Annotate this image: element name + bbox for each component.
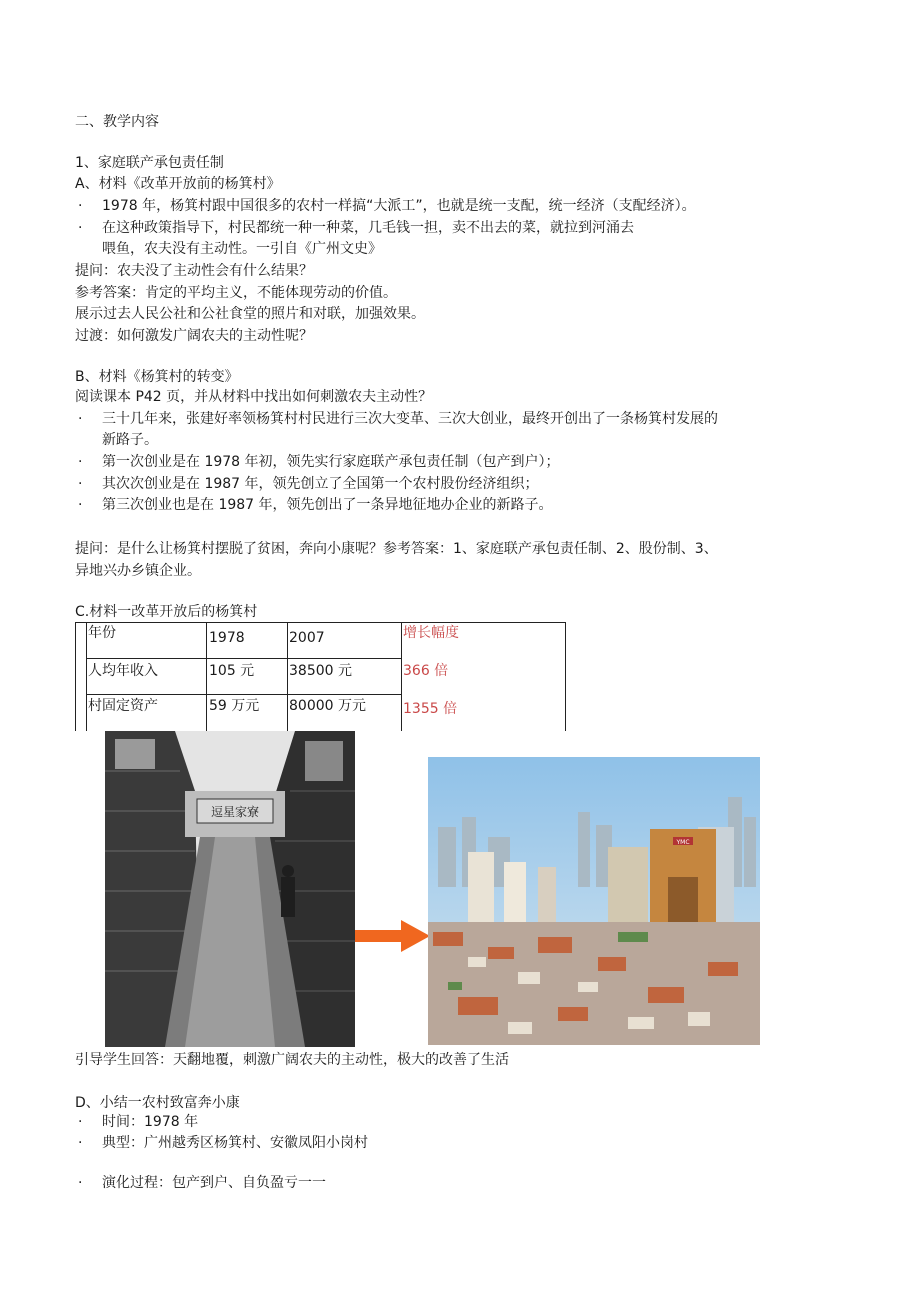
reading-task: 阅读课本 P42 页，并从材料中找出如何刺激农夫主动性？ xyxy=(75,389,433,405)
bullet-marker: · xyxy=(78,220,83,236)
b-bullet-1: 三十几年来，张建好率领杨箕村村民进行三次大变革、三次大创业，最终开创出了一条杨箕村发展的 xyxy=(102,411,718,427)
bullet-marker: · xyxy=(78,497,83,513)
table-header-1978: 1978 xyxy=(209,630,245,646)
arrow-head xyxy=(401,920,430,952)
section-title: 二、教学内容 xyxy=(75,114,159,130)
bullet-marker: · xyxy=(78,1175,83,1191)
modern-village-photo xyxy=(428,757,760,1045)
table-header-growth: 增长幅度 xyxy=(403,625,459,641)
b-bullet-2: 第一次创业是在 1978 年初，领先实行家庭联产承包责任制（包产到户）； xyxy=(102,454,560,470)
b-bullet-3: 其次次创业是在 1987 年，领先创立了全国第一个农村股份经济组织； xyxy=(102,476,539,492)
table-header-year: 年份 xyxy=(88,625,116,641)
b-bullet-4: 第三次创业也是在 1987 年，领先创出了一条异地征地办企业的新路子。 xyxy=(102,497,553,513)
question-1: 提问：农夫没了主动性会有什么结果？ xyxy=(75,263,313,279)
b-bullet-1-cont: 新路子。 xyxy=(102,432,158,448)
transition: 过渡：如何激发广阔农夫的主动性呢？ xyxy=(75,328,313,344)
transition-arrow-icon xyxy=(355,918,430,954)
material-b-title: B、材料《杨箕村的转变》 xyxy=(75,369,239,385)
table-cell: 59 万元 xyxy=(209,698,260,714)
summary-title: D、小结一农村致富奔小康 xyxy=(75,1095,240,1111)
bullet-marker: · xyxy=(78,411,83,427)
table-cell: 80000 万元 xyxy=(289,698,366,714)
material-a-title: A、材料《改革开放前的杨箕村》 xyxy=(75,176,281,192)
bullet-marker: · xyxy=(78,454,83,470)
question-2-line-2: 异地兴办乡镇企业。 xyxy=(75,563,201,579)
bullet-marker: · xyxy=(78,1114,83,1130)
material-c-title: C.材料一改革开放后的杨箕村 xyxy=(75,604,258,620)
a-bullet-2: 在这种政策指导下，村民都统一种一种菜，几毛钱一担，卖不出去的菜，就拉到河涌去 xyxy=(102,220,634,236)
summary-time: 时间：1978 年 xyxy=(102,1114,199,1130)
table-cell: 村固定资产 xyxy=(88,698,158,714)
bullet-marker: · xyxy=(78,476,83,492)
table-cell: 366 倍 xyxy=(403,663,449,679)
part1-heading: 1、家庭联产承包责任制 xyxy=(75,155,224,171)
summary-evolution: 演化过程：包产到户、自负盈亏一一 xyxy=(102,1175,326,1191)
bullet-marker: · xyxy=(78,198,83,214)
table-cell: 人均年收入 xyxy=(88,663,158,679)
growth-table xyxy=(75,622,566,731)
table-cell: 105 元 xyxy=(209,663,255,679)
old-village-photo xyxy=(105,731,355,1047)
question-2-line-1: 提问：是什么让杨箕村摆脱了贫困，奔向小康呢？参考答案：1、家庭联产承包责任制、2、股份制、3、 xyxy=(75,541,718,557)
summary-typical: 典型：广州越秀区杨箕村、安徽凤阳小岗村 xyxy=(102,1135,368,1151)
table-cell: 38500 元 xyxy=(289,663,352,679)
table-cell: 1355 倍 xyxy=(403,701,458,717)
tower-sign-text: YMC xyxy=(676,839,690,846)
a-bullet-1: 1978 年，杨箕村跟中国很多的农村一样搞“大派工”，也就是统一支配，统一经济（支配经济）。 xyxy=(102,198,696,214)
table-header-2007: 2007 xyxy=(289,630,325,646)
arrow-shaft xyxy=(355,930,403,942)
gate-sign-text: 逗星家寮 xyxy=(210,805,260,819)
bullet-marker: · xyxy=(78,1135,83,1151)
a-bullet-2-cont: 喂鱼，农夫没有主动性。一引自《广州文史》 xyxy=(102,241,382,257)
answer-1: 参考答案：肯定的平均主义，不能体现劳动的价值。 xyxy=(75,285,397,301)
guide-answer: 引导学生回答：天翻地覆，刺激广阔农夫的主动性，极大的改善了生活 xyxy=(75,1052,509,1068)
show-note: 展示过去人民公社和公社食堂的照片和对联，加强效果。 xyxy=(75,306,425,322)
